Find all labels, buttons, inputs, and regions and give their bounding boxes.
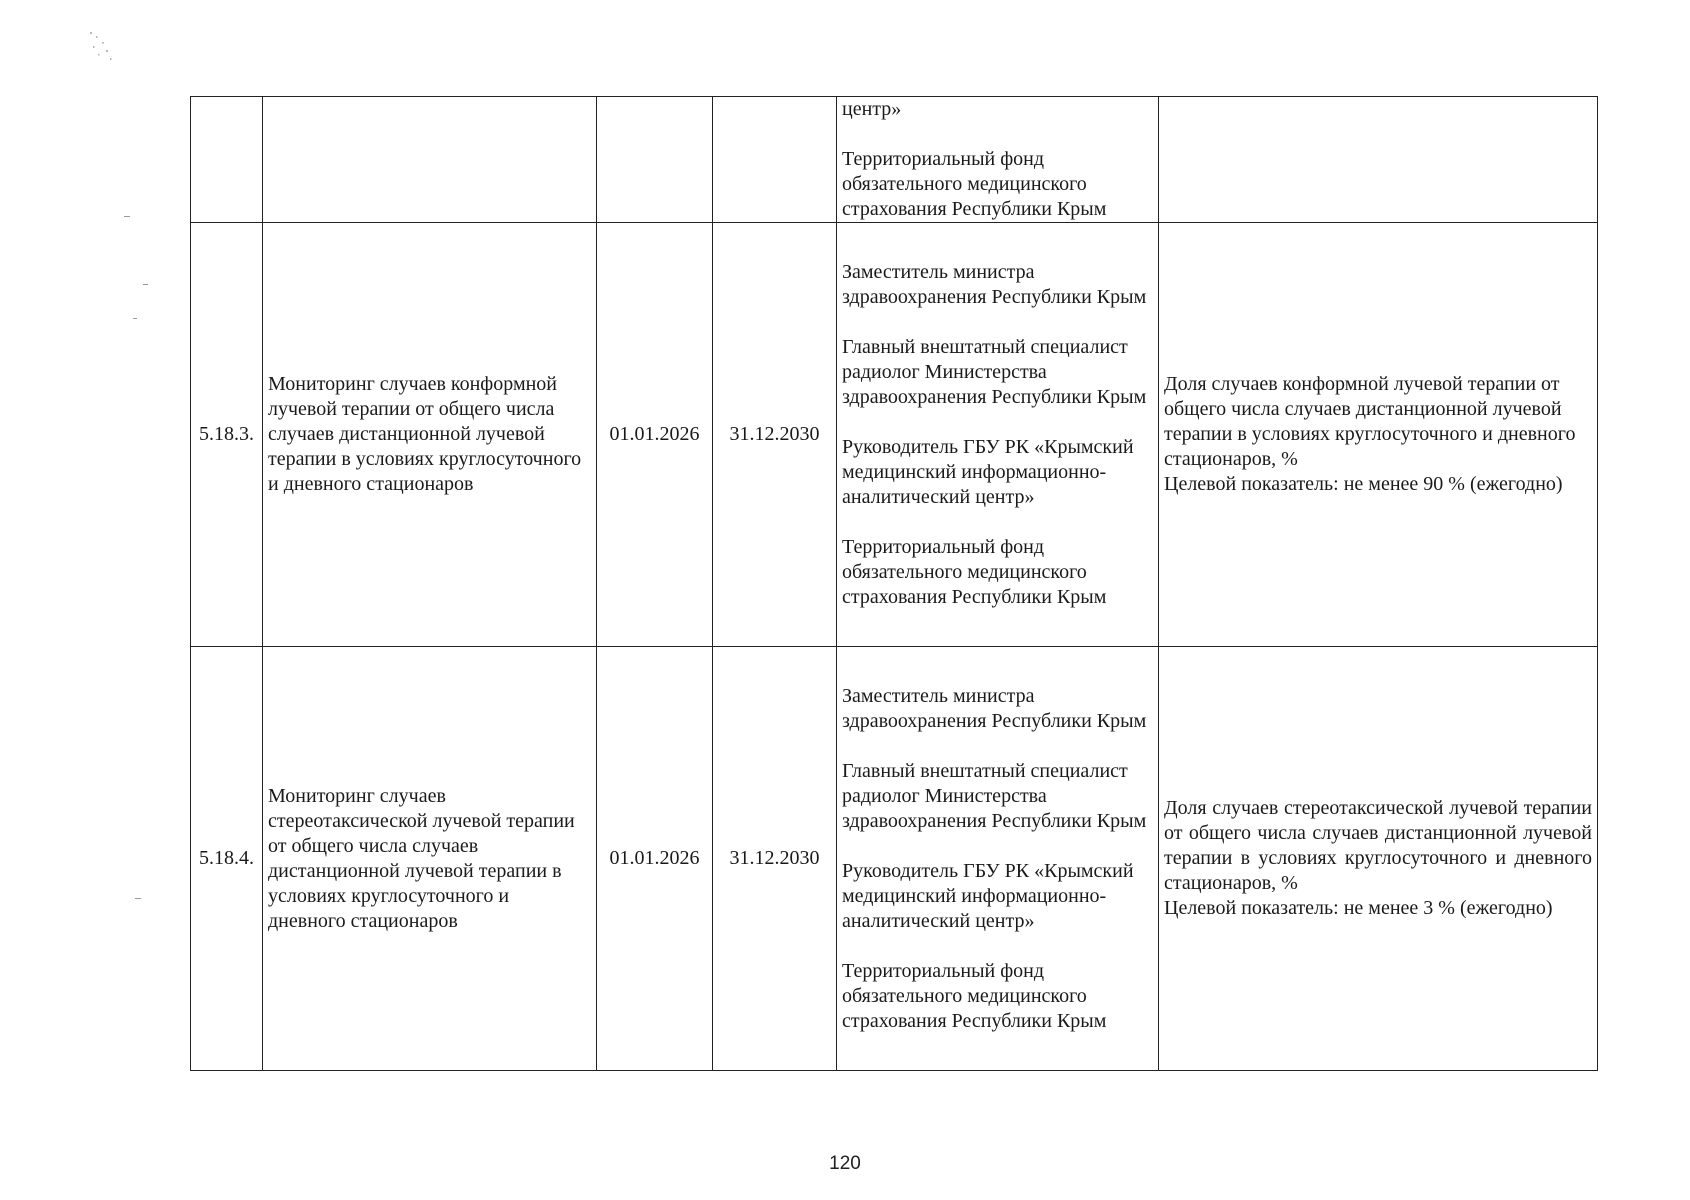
start-date-cell: 01.01.2026	[597, 647, 713, 1071]
start-date-cell: 01.01.2026	[597, 223, 713, 647]
indicator-target: Целевой показатель: не менее 90 % (ежегодно)	[1164, 473, 1563, 495]
scan-mark	[133, 318, 137, 319]
responsible-item: Руководитель ГБУ РК «Крымский медицинский информационно-аналитический центр»	[842, 859, 1134, 932]
responsible-item: Территориальный фонд обязательного медицинского страхования Республики Крым	[842, 148, 1107, 220]
row-number-cell	[191, 97, 263, 223]
start-date-cell	[597, 97, 713, 223]
activity-cell: Мониторинг случаев конформной лучевой терапии от общего числа случаев дистанционной лучевой терапии в условиях круглосуточного и дневного стационаров	[263, 223, 597, 647]
indicator-text: Доля случаев конформной лучевой терапии от общего числа случаев дистанционной лучевой терапии в условиях круглосуточного и дневного стационаров, %	[1164, 373, 1576, 470]
end-date-cell	[713, 97, 837, 223]
indicator-text: Доля случаев стереотаксической лучевой терапии от общего числа случаев дистанционной лучевой терапии в условиях круглосуточного и дневного стационаров, %	[1164, 797, 1592, 894]
responsible-item: Территориальный фонд обязательного медицинского страхования Республики Крым	[842, 959, 1107, 1032]
table-row-continuation	[191, 97, 1598, 223]
responsible-item: Заместитель министра здравоохранения Республики Крым	[842, 260, 1147, 308]
measures-table	[190, 96, 1598, 1071]
end-date-cell: 31.12.2030	[713, 223, 837, 647]
table-row	[191, 223, 1598, 647]
page-number: 120	[829, 1153, 861, 1174]
scan-mark	[143, 284, 148, 285]
indicator-cell	[1159, 647, 1598, 1071]
responsible-item: Руководитель ГБУ РК «Крымский медицинский информационно-аналитический центр»	[842, 435, 1134, 508]
table-row	[191, 647, 1598, 1071]
scan-artifact-icon	[84, 28, 118, 64]
responsible-item: Заместитель министра здравоохранения Республики Крым	[842, 684, 1147, 732]
row-number-cell: 5.18.3.	[191, 223, 263, 647]
responsible-cell	[837, 647, 1159, 1071]
indicator-cell	[1159, 223, 1598, 647]
activity-cell	[263, 97, 597, 223]
responsible-cell	[837, 223, 1159, 647]
responsible-item: Территориальный фонд обязательного медицинского страхования Республики Крым	[842, 535, 1107, 608]
indicator-target: Целевой показатель: не менее 3 % (ежегодно)	[1164, 897, 1553, 919]
row-number-cell: 5.18.4.	[191, 647, 263, 1071]
responsible-cell	[837, 97, 1159, 223]
responsible-item: центр»	[842, 98, 902, 120]
indicator-cell	[1159, 97, 1598, 223]
scan-mark	[135, 898, 141, 899]
scan-mark	[124, 216, 130, 217]
responsible-item: Главный внештатный специалист радиолог Министерства здравоохранения Республики Крым	[842, 759, 1147, 832]
activity-cell: Мониторинг случаев стереотаксической лучевой терапии от общего числа случаев дистанционной лучевой терапии в условиях круглосуточного и дневного стационаров	[263, 647, 597, 1071]
end-date-cell: 31.12.2030	[713, 647, 837, 1071]
responsible-item: Главный внештатный специалист радиолог Министерства здравоохранения Республики Крым	[842, 335, 1147, 408]
